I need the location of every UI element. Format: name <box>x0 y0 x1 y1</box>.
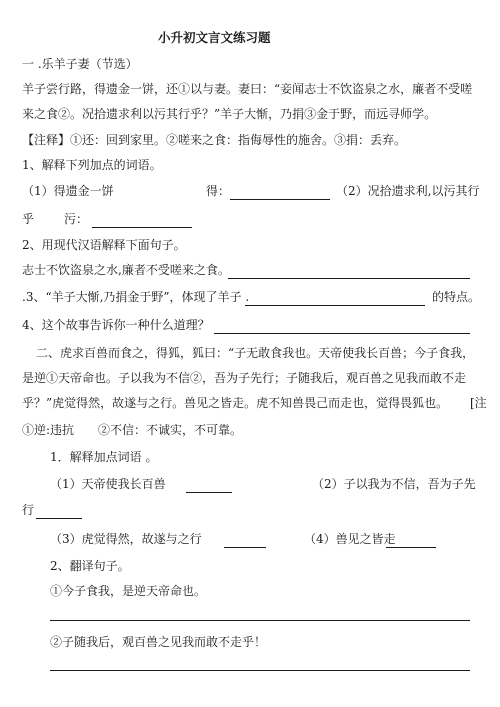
passage-one-line-1: 羊子尝行路，得遗金一饼，还①以与妻。妻曰：“妾闻志士不饮盗泉之水，廉者不受嗟 <box>22 82 473 96</box>
question-1-2-sentence: 志士不饮盗泉之水,廉者不受嗟来之食。 <box>22 263 230 277</box>
question-1-1-item-2-label: 污： <box>64 212 89 226</box>
question-1-1: 1、解释下列加点的词语。 <box>22 158 162 172</box>
answer-blank-1-2[interactable] <box>228 267 470 279</box>
question-1-1-item-1-label: 得： <box>206 184 231 198</box>
passage-two-note-mark: [注 <box>470 396 487 410</box>
passage-one-notes: 【注释】①还：回到家里。②嗟来之食：指侮辱性的施舍。③捐：丢弃。 <box>22 133 407 147</box>
answer-blank-1-4[interactable] <box>214 322 470 334</box>
passage-two-line-1: 二、虎求百兽而食之，得狐，狐曰：“子无敢食我也。天帝使我长百兽；今子食我， <box>36 346 475 360</box>
answer-blank-1-3[interactable] <box>245 294 425 306</box>
page-title: 小升初文言文练习题 <box>158 30 271 45</box>
answer-blank-1-1a[interactable] <box>230 188 330 200</box>
answer-blank-2-1c[interactable] <box>224 536 266 548</box>
question-2-2-sentence-1: ①今子食我，是逆天帝命也。 <box>50 584 207 598</box>
section-one-heading: 一 .乐羊子妻（节选） <box>22 57 138 71</box>
passage-one-line-2: 来之食②。况拾遗求利以污其行乎？”羊子大惭，乃捐③金于野，而远寻师学。 <box>22 107 437 121</box>
answer-blank-1-1b[interactable] <box>92 216 192 228</box>
question-2-1-item-3: （3）虎觉得然，故遂与之行 <box>50 532 202 546</box>
answer-line-2-2b[interactable] <box>50 670 470 671</box>
question-2-2-sentence-2: ②子随我后，观百兽之见我而敢不走乎！ <box>50 635 267 649</box>
question-1-3-suffix: 的特点。 <box>432 290 481 304</box>
question-1-4: 4、这个故事告诉你一种什么道理？ <box>22 318 210 332</box>
passage-two-notes: ①逆:违抗 ②不信：不诚实，不可靠。 <box>22 423 243 437</box>
question-1-2: 2、用现代汉语解释下面句子。 <box>22 238 186 252</box>
question-2-1-item-4: （4）兽见之皆走 <box>304 532 396 546</box>
question-1-3: .3、“羊子大惭,乃捐金于野”，体现了羊子 . <box>22 290 250 304</box>
answer-line-2-2a[interactable] <box>50 620 470 621</box>
question-1-1-item-1: （1）得遗金一饼 <box>22 184 114 198</box>
question-2-1-item-2-cont: 行 <box>22 503 35 517</box>
question-1-1-item-2: （2）况拾遗求利,以污其行 <box>336 184 480 198</box>
answer-blank-2-1b[interactable] <box>36 507 82 519</box>
question-1-1-item-2-cont: 乎 <box>22 212 35 226</box>
question-2-1-item-2: （2）子以我为不信，吾为子先 <box>312 477 476 491</box>
answer-blank-2-1a[interactable] <box>186 481 232 493</box>
question-2-1: 1．解释加点词语 。 <box>50 450 158 464</box>
question-2-1-item-1: （1）天帝使我长百兽 <box>50 477 166 491</box>
passage-two-line-2: 是逆①天帝命也。子以我为不信②，吾为子先行；子随我后，观百兽之见我而敢不走 <box>22 371 467 385</box>
passage-two-line-3: 乎？”虎觉得然，故遂与之行。兽见之皆走。虎不知兽畏己而走也，觉得畏狐也。 <box>22 396 449 410</box>
answer-blank-2-1d[interactable] <box>386 536 436 548</box>
question-2-2: 2、翻译句子。 <box>50 559 130 573</box>
